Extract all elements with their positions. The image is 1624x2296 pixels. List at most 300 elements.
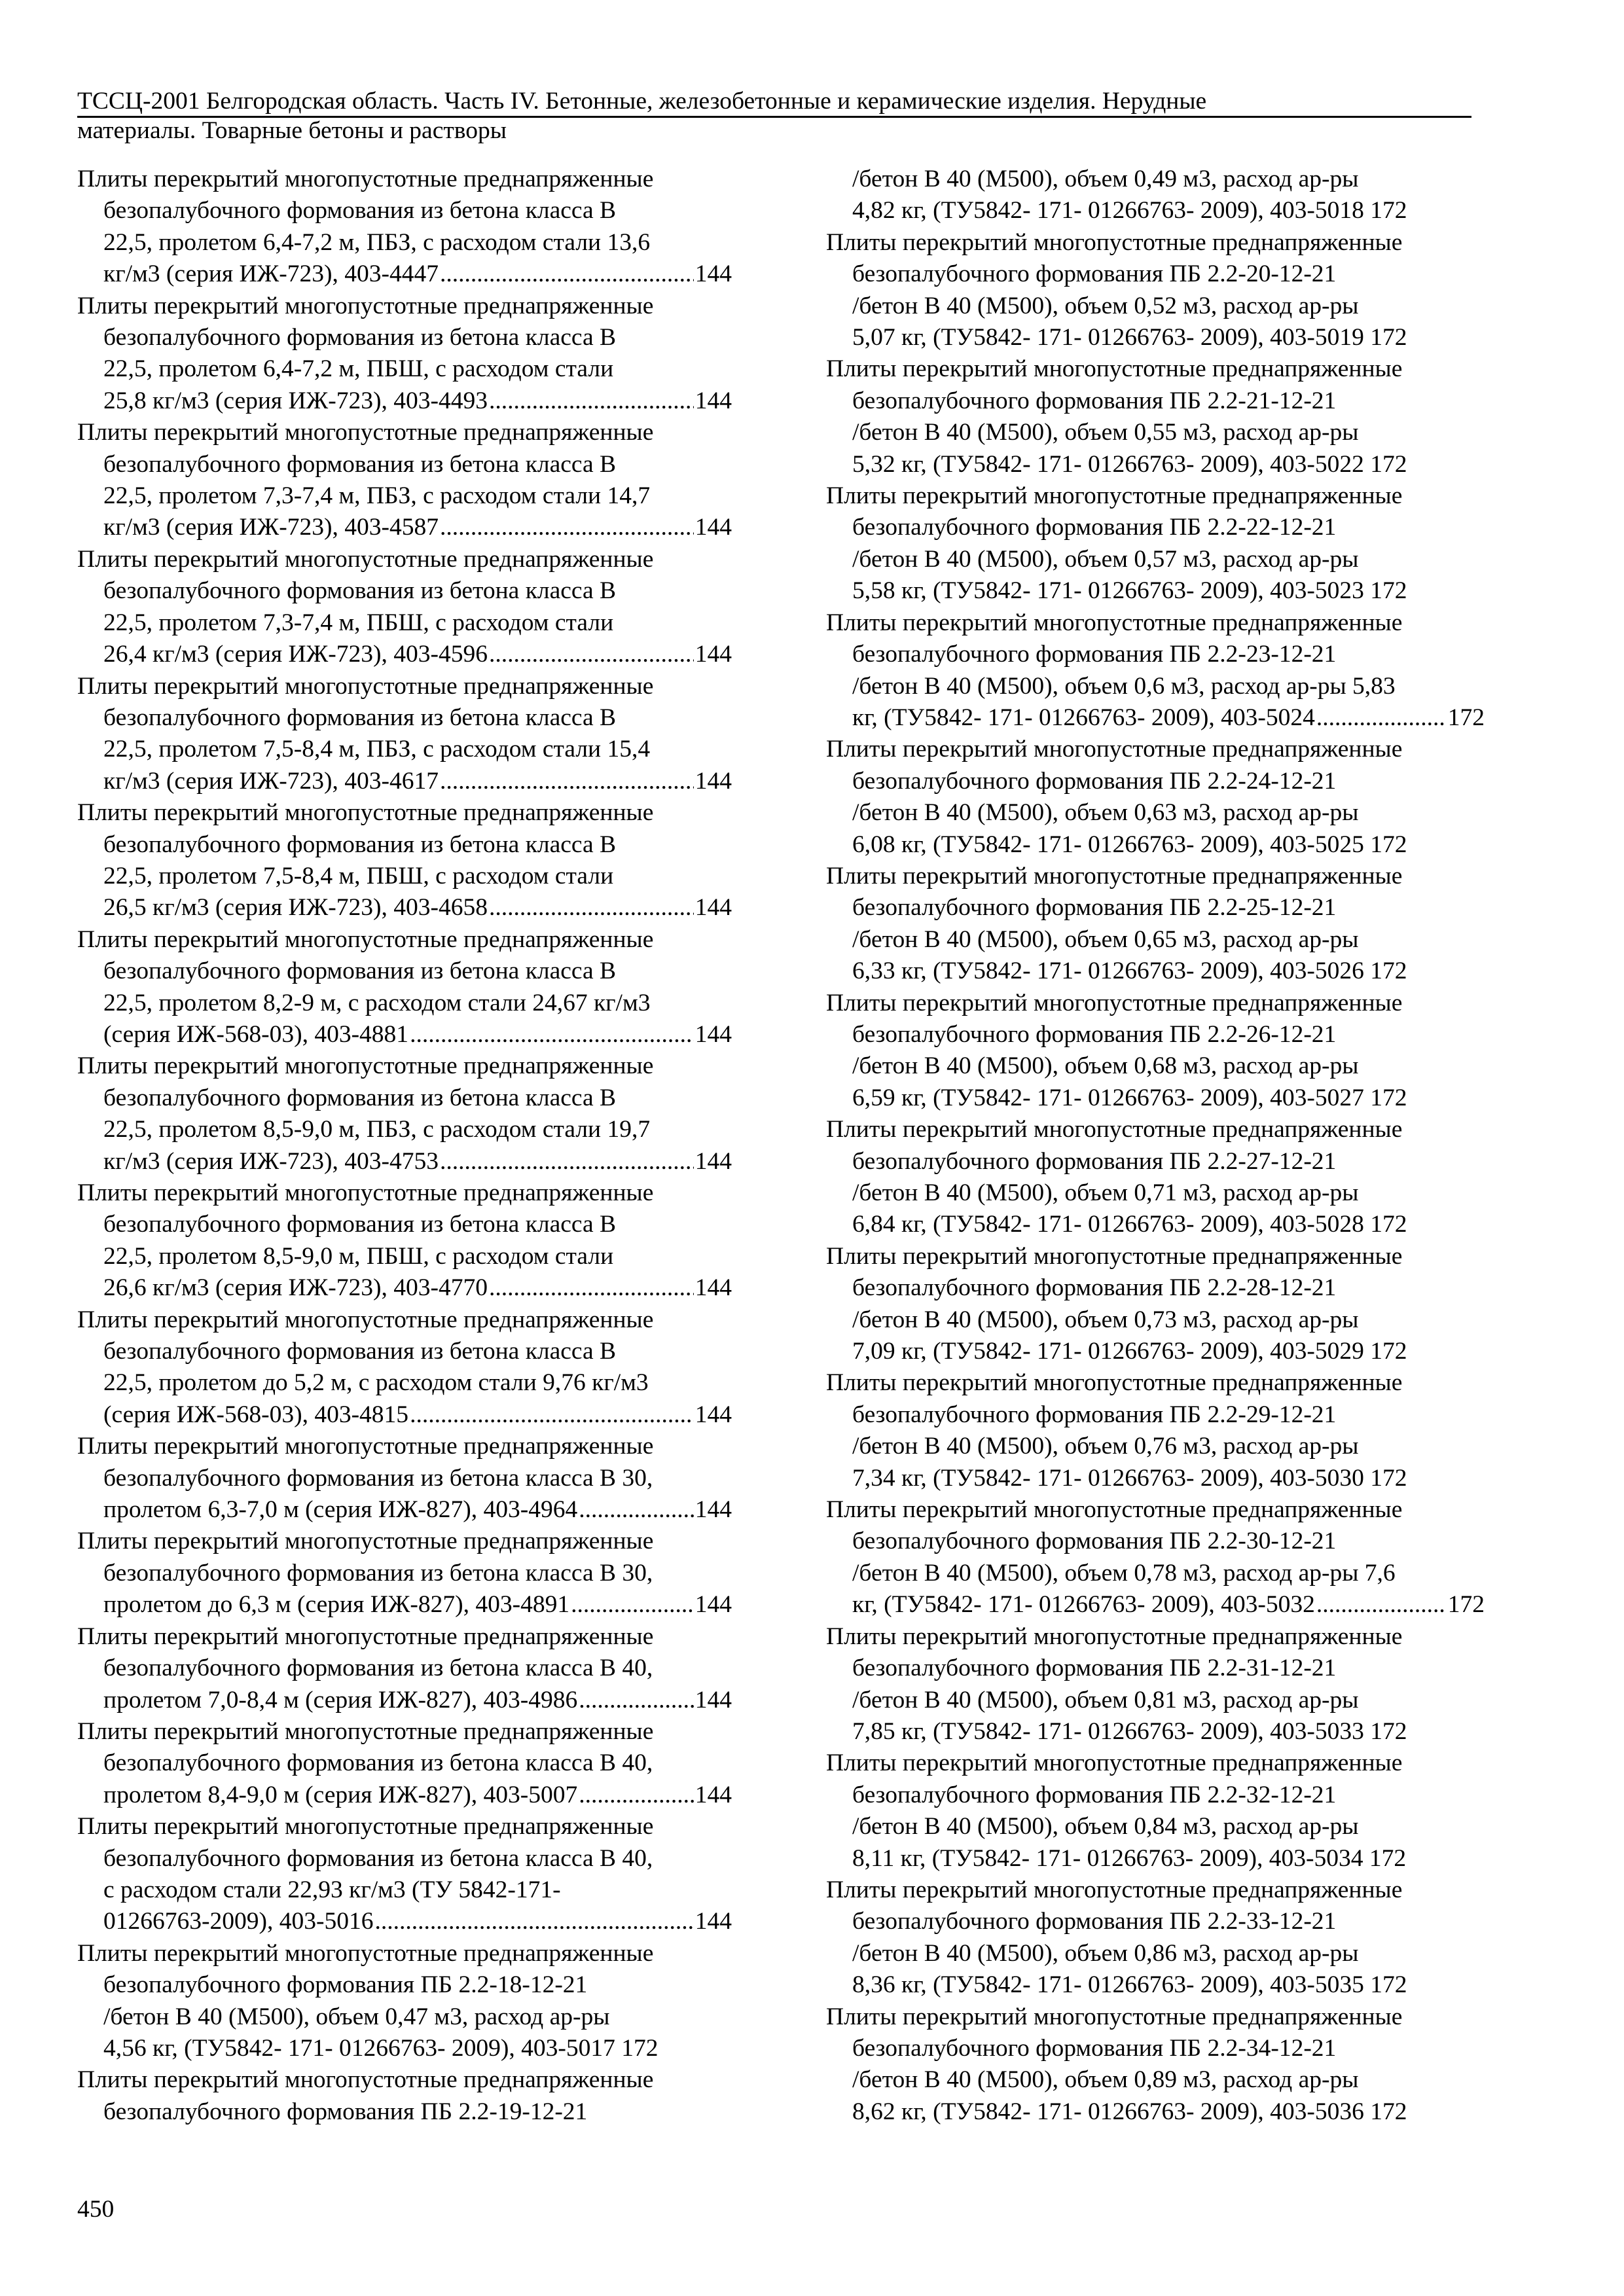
entry-line xyxy=(77,924,732,956)
dot-leader xyxy=(1316,702,1447,734)
entry-text: безопалубочного формования из бетона класса В 40, xyxy=(103,1749,653,1777)
entry-line xyxy=(826,734,1485,765)
entry-line xyxy=(826,1114,1485,1145)
entry-text: /бетон В 40 (М500), объем 0,49 м3, расход ар-ры xyxy=(852,166,1359,192)
entry-text: 22,5, пролетом 7,5-8,4 м, ПБЗ, с расходом стали 15,4 xyxy=(103,736,651,763)
entry-line xyxy=(826,1019,1485,1050)
entry-text: Плиты перекрытий многопустотные преднапряженные xyxy=(826,1496,1403,1524)
entry-line xyxy=(77,1780,732,1811)
entry-text: Плиты перекрытий многопустотные преднапряженные xyxy=(77,1528,654,1555)
entry-text: безопалубочного формования ПБ 2.2-25-12-21 xyxy=(852,894,1337,922)
entry-text: безопалубочного формования из бетона класса В xyxy=(103,324,617,351)
entry-line xyxy=(826,1906,1485,1937)
entry-text: 5,32 кг, (ТУ5842- 171- 01266763- 2009), 403-5022 172 xyxy=(852,450,1407,478)
entry-line xyxy=(826,227,1485,259)
entry-line xyxy=(826,480,1485,512)
entry-line xyxy=(77,861,732,892)
entry-text: /бетон В 40 (М500), объем 0,52 м3, расход ар-ры xyxy=(852,292,1359,319)
entry-line xyxy=(77,829,732,861)
index-entry xyxy=(826,164,1485,227)
entry-text: 7,34 кг, (ТУ5842- 171- 01266763- 2009), 403-5030 172 xyxy=(852,1464,1407,1492)
entry-text: безопалубочного формования из бетона класса В 30, xyxy=(103,1559,653,1587)
entry-page-number: 172 xyxy=(1447,1591,1485,1619)
entry-text: безопалубочного формования ПБ 2.2-23-12-21 xyxy=(852,641,1337,668)
entry-text: безопалубочного формования из бетона класса В xyxy=(103,577,617,605)
entry-line xyxy=(77,1367,732,1399)
entry-line xyxy=(826,1463,1485,1494)
entry-line xyxy=(826,449,1485,480)
entry-line xyxy=(826,639,1485,670)
entry-text: /бетон В 40 (М500), объем 0,47 м3, расход ар-ры xyxy=(103,2003,610,2030)
entry-line xyxy=(77,639,732,670)
entry-text: 4,82 кг, (ТУ5842- 171- 01266763- 2009), 403-5018 172 xyxy=(852,197,1407,224)
entry-page-number: 144 xyxy=(695,767,732,795)
entry-line xyxy=(826,671,1485,702)
entry-line xyxy=(826,1558,1485,1589)
entry-line xyxy=(826,1874,1485,1906)
entry-text: безопалубочного формования ПБ 2.2-26-12-21 xyxy=(852,1020,1337,1048)
index-entry xyxy=(826,227,1485,354)
entry-text: 22,5, пролетом 6,4-7,2 м, ПБШ, с расходом стали xyxy=(103,355,614,383)
entry-text: безопалубочного формования из бетона класса В xyxy=(103,831,617,858)
dot-leader xyxy=(579,1780,693,1811)
entry-line xyxy=(826,1050,1485,1082)
entry-text: 5,58 кг, (ТУ5842- 171- 01266763- 2009), 403-5023 172 xyxy=(852,577,1407,605)
dot-leader xyxy=(374,1906,693,1937)
entry-line xyxy=(826,607,1485,639)
entry-text: 6,59 кг, (ТУ5842- 171- 01266763- 2009), 403-5027 172 xyxy=(852,1084,1407,1111)
index-entry xyxy=(826,1241,1485,1368)
entry-page-number: 144 xyxy=(695,894,732,922)
entry-text: безопалубочного формования ПБ 2.2-32-12-21 xyxy=(852,1781,1337,1808)
entry-text: с расходом стали 22,93 кг/м3 (ТУ 5842-171- xyxy=(103,1876,561,1903)
dot-leader xyxy=(440,512,694,543)
entry-line xyxy=(77,607,732,639)
entry-text: 25,8 кг/м3 (серия ИЖ-723), 403-4493 xyxy=(103,387,488,414)
entry-text: кг/м3 (серия ИЖ-723), 403-4587 xyxy=(103,514,439,541)
entry-text: безопалубочного формования ПБ 2.2-22-12-21 xyxy=(852,514,1337,541)
entry-line xyxy=(826,1938,1485,1969)
entry-text: Плиты перекрытий многопустотные преднапряженные xyxy=(77,925,654,953)
entry-text: безопалубочного формования ПБ 2.2-27-12-21 xyxy=(852,1147,1337,1175)
entry-text: 8,36 кг, (ТУ5842- 171- 01266763- 2009), 403-5035 172 xyxy=(852,1971,1407,1999)
entry-line xyxy=(77,1685,732,1716)
entry-line xyxy=(826,386,1485,417)
entry-text: безопалубочного формования из бетона класса В 40, xyxy=(103,1844,653,1872)
index-entry xyxy=(77,671,732,798)
entry-page-number: 144 xyxy=(695,1781,732,1808)
index-entry xyxy=(77,164,732,291)
entry-text: Плиты перекрытий многопустотные преднапряженные xyxy=(826,989,1403,1016)
entry-text: 22,5, пролетом до 5,2 м, с расходом стали 9,76 кг/м3 xyxy=(103,1369,649,1397)
entry-line xyxy=(77,892,732,924)
entry-page-number: 144 xyxy=(695,1274,732,1302)
entry-text: 6,08 кг, (ТУ5842- 171- 01266763- 2009), 403-5025 172 xyxy=(852,831,1407,858)
entry-line xyxy=(77,956,732,987)
entry-line xyxy=(826,1272,1485,1304)
entry-line xyxy=(77,2033,732,2064)
entry-line xyxy=(77,1811,732,1842)
entry-line xyxy=(826,1969,1485,2001)
dot-leader xyxy=(489,892,694,924)
entry-line xyxy=(826,1716,1485,1748)
entry-text: безопалубочного формования из бетона класса В xyxy=(103,1211,617,1238)
index-entry xyxy=(826,353,1485,480)
index-entry xyxy=(77,1177,732,1304)
entry-line xyxy=(77,1621,732,1653)
entry-text: безопалубочного формования из бетона класса В xyxy=(103,1084,617,1111)
entry-text: кг/м3 (серия ИЖ-723), 403-4753 xyxy=(103,1147,439,1175)
dot-leader xyxy=(579,1685,693,1716)
entry-text: Плиты перекрытий многопустотные преднапряженные xyxy=(77,1813,654,1840)
entry-text: безопалубочного формования ПБ 2.2-18-12-21 xyxy=(103,1971,588,1999)
entry-text: /бетон В 40 (М500), объем 0,6 м3, расход ар-ры 5,83 xyxy=(852,672,1396,700)
entry-line xyxy=(826,1685,1485,1716)
entry-text: /бетон В 40 (М500), объем 0,86 м3, расход ар-ры xyxy=(852,1939,1359,1967)
dot-leader xyxy=(489,1272,694,1304)
entry-text: Плиты перекрытий многопустотные преднапряженные xyxy=(826,1116,1403,1143)
entry-text: 6,33 кг, (ТУ5842- 171- 01266763- 2009), 403-5026 172 xyxy=(852,958,1407,985)
entry-line xyxy=(77,480,732,512)
entry-line xyxy=(826,1399,1485,1431)
dot-leader xyxy=(571,1589,694,1621)
entry-text: 22,5, пролетом 6,4-7,2 м, ПБЗ, с расходом стали 13,6 xyxy=(103,228,651,256)
entry-line xyxy=(826,1811,1485,1842)
entry-line xyxy=(826,1209,1485,1240)
entry-text: безопалубочного формования из бетона класса В xyxy=(103,450,617,478)
entry-line xyxy=(77,734,732,765)
entry-line xyxy=(77,575,732,607)
index-entry xyxy=(826,607,1485,734)
entry-line xyxy=(826,1843,1485,1874)
entry-line xyxy=(77,1969,732,2001)
entry-text: Плиты перекрытий многопустотные преднапряженные xyxy=(77,672,654,700)
entry-text: Плиты перекрытий многопустотные преднапряженные xyxy=(826,862,1403,889)
entry-text: /бетон В 40 (М500), объем 0,68 м3, расход ар-ры xyxy=(852,1052,1359,1080)
entry-line xyxy=(77,386,732,417)
entry-line xyxy=(826,702,1485,734)
entry-text: Плиты перекрытий многопустотные преднапряженные xyxy=(826,1369,1403,1397)
entry-text: 7,85 кг, (ТУ5842- 171- 01266763- 2009), 403-5033 172 xyxy=(852,1717,1407,1745)
entry-line xyxy=(826,2096,1485,2128)
entry-line xyxy=(826,829,1485,861)
entry-text: 5,07 кг, (ТУ5842- 171- 01266763- 2009), 403-5019 172 xyxy=(852,324,1407,351)
index-column-left xyxy=(77,164,732,2128)
entry-line xyxy=(77,1843,732,1874)
entry-page-number: 144 xyxy=(695,1908,732,1935)
entry-line xyxy=(77,512,732,543)
entry-text: 8,11 кг, (ТУ5842- 171- 01266763- 2009), 403-5034 172 xyxy=(852,1844,1407,1872)
index-entry xyxy=(826,1367,1485,1494)
index-entry xyxy=(77,544,732,671)
entry-line xyxy=(826,1494,1485,1526)
entry-page-number: 172 xyxy=(1447,704,1485,731)
entry-line xyxy=(826,1526,1485,1557)
page-number: 450 xyxy=(77,2196,115,2223)
entry-line xyxy=(77,1589,732,1621)
entry-text: Плиты перекрытий многопустотные преднапряженные xyxy=(77,2066,654,2094)
entry-text: безопалубочного формования ПБ 2.2-19-12-21 xyxy=(103,2098,588,2125)
entry-text: Плиты перекрытий многопустотные преднапряженные xyxy=(826,228,1403,256)
entry-text: 26,5 кг/м3 (серия ИЖ-723), 403-4658 xyxy=(103,894,488,922)
entry-text: безопалубочного формования ПБ 2.2-24-12-21 xyxy=(852,767,1337,795)
dot-leader xyxy=(410,1399,694,1431)
entry-text: Плиты перекрытий многопустотные преднапряженные xyxy=(77,1939,654,1967)
entry-line xyxy=(826,956,1485,987)
entry-line xyxy=(77,1874,732,1906)
entry-line xyxy=(826,2033,1485,2064)
entry-page-number: 144 xyxy=(695,1147,732,1175)
entry-text: 22,5, пролетом 8,5-9,0 м, ПБЗ, с расходом стали 19,7 xyxy=(103,1116,651,1143)
entry-line xyxy=(77,2064,732,2096)
entry-line xyxy=(77,1146,732,1177)
entry-line xyxy=(77,227,732,259)
entry-text: 22,5, пролетом 7,3-7,4 м, ПБШ, с расходом стали xyxy=(103,609,614,636)
entry-line xyxy=(77,1526,732,1557)
entry-text: 22,5, пролетом 8,5-9,0 м, ПБШ, с расходом стали xyxy=(103,1242,614,1270)
entry-line xyxy=(77,671,732,702)
entry-line xyxy=(826,2064,1485,2096)
entry-text: /бетон В 40 (М500), объем 0,63 м3, расход ар-ры xyxy=(852,799,1359,827)
entry-text: Плиты перекрытий многопустотные преднапряженные xyxy=(826,2003,1403,2030)
entry-text: 22,5, пролетом 8,2-9 м, с расходом стали 24,67 кг/м3 xyxy=(103,989,651,1016)
entry-line xyxy=(77,1431,732,1462)
entry-line xyxy=(826,1146,1485,1177)
entry-line xyxy=(77,797,732,829)
entry-line xyxy=(77,1083,732,1114)
entry-text: Плиты перекрытий многопустотные преднапряженные xyxy=(826,609,1403,636)
dot-leader xyxy=(440,1146,694,1177)
entry-text: /бетон В 40 (М500), объем 0,71 м3, расход ар-ры xyxy=(852,1179,1359,1206)
entry-text: Плиты перекрытий многопустотные преднапряженные xyxy=(826,1876,1403,1903)
entry-line xyxy=(77,544,732,575)
entry-line xyxy=(826,512,1485,543)
entry-text: кг, (ТУ5842- 171- 01266763- 2009), 403-5032 xyxy=(852,1591,1315,1619)
entry-text: 22,5, пролетом 7,5-8,4 м, ПБШ, с расходом стали xyxy=(103,862,614,889)
entry-page-number: 144 xyxy=(695,1591,732,1619)
entry-text: Плиты перекрытий многопустотные преднапряженные xyxy=(826,1749,1403,1777)
entry-text: Плиты перекрытий многопустотные преднапряженные xyxy=(826,1242,1403,1270)
index-entry xyxy=(826,2001,1485,2128)
index-entry xyxy=(826,734,1485,861)
entry-page-number: 144 xyxy=(695,1020,732,1048)
index-entry xyxy=(77,1938,732,2065)
entry-page-number: 144 xyxy=(695,1496,732,1524)
entry-line xyxy=(826,1780,1485,1811)
entry-line xyxy=(77,1399,732,1431)
entry-line xyxy=(77,449,732,480)
entry-text: /бетон В 40 (М500), объем 0,84 м3, расход ар-ры xyxy=(852,1813,1359,1840)
entry-line xyxy=(77,766,732,797)
entry-line xyxy=(77,702,732,734)
entry-line xyxy=(826,924,1485,956)
index-entry xyxy=(826,480,1485,607)
entry-text: безопалубочного формования ПБ 2.2-29-12-21 xyxy=(852,1401,1337,1428)
entry-text: Плиты перекрытий многопустотные преднапряженные xyxy=(77,545,654,573)
entry-line xyxy=(826,1336,1485,1367)
index-entry xyxy=(77,1304,732,1431)
entry-line xyxy=(826,195,1485,226)
header-line-2: материалы. Товарные бетоны и растворы xyxy=(77,117,507,144)
entry-text: 7,09 кг, (ТУ5842- 171- 01266763- 2009), 403-5029 172 xyxy=(852,1338,1407,1365)
entry-line xyxy=(77,1209,732,1240)
entry-text: безопалубочного формования ПБ 2.2-33-12-21 xyxy=(852,1908,1337,1935)
entry-line xyxy=(77,1050,732,1082)
index-entry xyxy=(826,1874,1485,2001)
index-entry xyxy=(77,1811,732,1938)
entry-line xyxy=(77,195,732,226)
dot-leader xyxy=(440,259,694,290)
entry-text: безопалубочного формования из бетона класса В xyxy=(103,704,617,731)
entry-line xyxy=(77,2001,732,2033)
entry-page-number: 144 xyxy=(695,514,732,541)
entry-line xyxy=(826,1367,1485,1399)
entry-text: безопалубочного формования из бетона класса В xyxy=(103,197,617,224)
entry-line xyxy=(826,259,1485,290)
entry-line xyxy=(77,1938,732,1969)
entry-line xyxy=(826,1177,1485,1209)
entry-line xyxy=(826,575,1485,607)
entry-page-number: 144 xyxy=(695,641,732,668)
entry-line xyxy=(826,988,1485,1019)
entry-line xyxy=(77,417,732,448)
entry-text: безопалубочного формования из бетона класса В 30, xyxy=(103,1464,653,1492)
entry-text: 8,62 кг, (ТУ5842- 171- 01266763- 2009), 403-5036 172 xyxy=(852,2098,1407,2125)
index-entry xyxy=(826,861,1485,988)
entry-text: Плиты перекрытий многопустотные преднапряженные xyxy=(77,1052,654,1080)
entry-line xyxy=(826,417,1485,448)
entry-text: безопалубочного формования ПБ 2.2-28-12-21 xyxy=(852,1274,1337,1302)
entry-text: безопалубочного формования ПБ 2.2-21-12-21 xyxy=(852,387,1337,414)
entry-line xyxy=(77,1336,732,1367)
entry-text: /бетон В 40 (М500), объем 0,55 м3, расход ар-ры xyxy=(852,419,1359,446)
entry-text: кг/м3 (серия ИЖ-723), 403-4447 xyxy=(103,260,439,288)
entry-page-number: 144 xyxy=(695,1401,732,1428)
index-entry xyxy=(77,1526,732,1621)
entry-text: 26,6 кг/м3 (серия ИЖ-723), 403-4770 xyxy=(103,1274,488,1302)
entry-text: Плиты перекрытий многопустотные преднапряженные xyxy=(77,1623,654,1650)
entry-text: пролетом 7,0-8,4 м (серия ИЖ-827), 403-4986 xyxy=(103,1686,578,1713)
entry-line xyxy=(77,259,732,290)
index-column-right xyxy=(826,164,1485,2128)
dot-leader xyxy=(489,386,694,417)
entry-text: пролетом 6,3-7,0 м (серия ИЖ-827), 403-4964 xyxy=(103,1496,578,1524)
entry-text: безопалубочного формования из бетона класса В 40, xyxy=(103,1655,653,1682)
entry-text: 01266763-2009), 403-5016 xyxy=(103,1908,374,1935)
entry-text: пролетом 8,4-9,0 м (серия ИЖ-827), 403-5007 xyxy=(103,1781,578,1808)
entry-line xyxy=(77,1114,732,1145)
entry-line xyxy=(826,544,1485,575)
entry-line xyxy=(826,2001,1485,2033)
entry-line xyxy=(826,1653,1485,1684)
entry-line xyxy=(77,1906,732,1937)
entry-text: Плиты перекрытий многопустотные преднапряженные xyxy=(77,166,654,192)
entry-line xyxy=(77,291,732,322)
entry-line xyxy=(826,892,1485,924)
entry-text: (серия ИЖ-568-03), 403-4815 xyxy=(103,1401,409,1428)
entry-text: /бетон В 40 (М500), объем 0,57 м3, расход ар-ры xyxy=(852,545,1359,573)
dot-leader xyxy=(1316,1589,1447,1621)
entry-line xyxy=(77,164,732,195)
header-line-1: ТССЦ-2001 Белгородская область. Часть IV. Бетонные, железобетонные и керамические изделия. Нерудные xyxy=(77,88,1207,115)
entry-text: безопалубочного формования из бетона класса В xyxy=(103,958,617,985)
entry-line xyxy=(826,861,1485,892)
entry-line xyxy=(826,1621,1485,1653)
entry-text: /бетон В 40 (М500), объем 0,89 м3, расход ар-ры xyxy=(852,2066,1359,2094)
entry-line xyxy=(826,1083,1485,1114)
entry-text: 4,56 кг, (ТУ5842- 171- 01266763- 2009), 403-5017 172 xyxy=(103,2034,659,2062)
entry-text: пролетом до 6,3 м (серия ИЖ-827), 403-4891 xyxy=(103,1591,570,1619)
entry-line xyxy=(826,164,1485,195)
entry-text: Плиты перекрытий многопустотные преднапряженные xyxy=(77,1179,654,1206)
entry-text: Плиты перекрытий многопустотные преднапряженные xyxy=(826,736,1403,763)
entry-line xyxy=(826,1304,1485,1336)
entry-text: безопалубочного формования ПБ 2.2-20-12-21 xyxy=(852,260,1337,288)
index-entry xyxy=(77,2064,732,2128)
header-rule xyxy=(77,116,1471,118)
entry-text: /бетон В 40 (М500), объем 0,81 м3, расход ар-ры xyxy=(852,1686,1359,1713)
index-entry xyxy=(77,291,732,418)
entry-line xyxy=(826,1241,1485,1272)
index-entry xyxy=(826,1114,1485,1241)
entry-line xyxy=(826,797,1485,829)
entry-line xyxy=(77,322,732,353)
index-entry xyxy=(826,1621,1485,1748)
index-entry xyxy=(826,1494,1485,1621)
index-entry xyxy=(77,1050,732,1177)
entry-line xyxy=(77,1748,732,1779)
entry-line xyxy=(77,1272,732,1304)
entry-text: 22,5, пролетом 7,3-7,4 м, ПБЗ, с расходом стали 14,7 xyxy=(103,482,651,510)
entry-line xyxy=(77,1494,732,1526)
dot-leader xyxy=(579,1494,693,1526)
index-entry xyxy=(77,924,732,1051)
entry-text: (серия ИЖ-568-03), 403-4881 xyxy=(103,1020,409,1048)
entry-text: Плиты перекрытий многопустотные преднапряженные xyxy=(77,1717,654,1745)
entry-text: Плиты перекрытий многопустотные преднапряженные xyxy=(826,355,1403,383)
entry-line xyxy=(826,322,1485,353)
entry-text: безопалубочного формования ПБ 2.2-31-12-21 xyxy=(852,1655,1337,1682)
entry-text: кг/м3 (серия ИЖ-723), 403-4617 xyxy=(103,767,439,795)
entry-line xyxy=(826,1748,1485,1779)
entry-page-number: 144 xyxy=(695,387,732,414)
entry-text: безопалубочного формования ПБ 2.2-30-12-21 xyxy=(852,1528,1337,1555)
entry-text: 6,84 кг, (ТУ5842- 171- 01266763- 2009), 403-5028 172 xyxy=(852,1211,1407,1238)
index-entry xyxy=(826,1748,1485,1874)
entry-text: безопалубочного формования из бетона класса В xyxy=(103,1338,617,1365)
index-entry xyxy=(77,1431,732,1526)
entry-line xyxy=(77,1653,732,1684)
entry-line xyxy=(826,353,1485,385)
entry-text: Плиты перекрытий многопустотные преднапряженные xyxy=(77,799,654,827)
entry-text: Плиты перекрытий многопустотные преднапряженные xyxy=(77,419,654,446)
dot-leader xyxy=(440,766,694,797)
entry-page-number: 144 xyxy=(695,1686,732,1713)
entry-page-number: 144 xyxy=(695,260,732,288)
entry-text: /бетон В 40 (М500), объем 0,73 м3, расход ар-ры xyxy=(852,1306,1359,1333)
entry-text: Плиты перекрытий многопустотные преднапряженные xyxy=(826,1623,1403,1650)
entry-line xyxy=(77,2096,732,2128)
dot-leader xyxy=(489,639,694,670)
entry-line xyxy=(77,1463,732,1494)
dot-leader xyxy=(410,1019,694,1050)
entry-line xyxy=(826,1589,1485,1621)
index-entry xyxy=(77,1621,732,1716)
index-entry xyxy=(826,988,1485,1115)
entry-line xyxy=(77,1304,732,1336)
entry-line xyxy=(77,1241,732,1272)
entry-text: /бетон В 40 (М500), объем 0,76 м3, расход ар-ры xyxy=(852,1433,1359,1460)
